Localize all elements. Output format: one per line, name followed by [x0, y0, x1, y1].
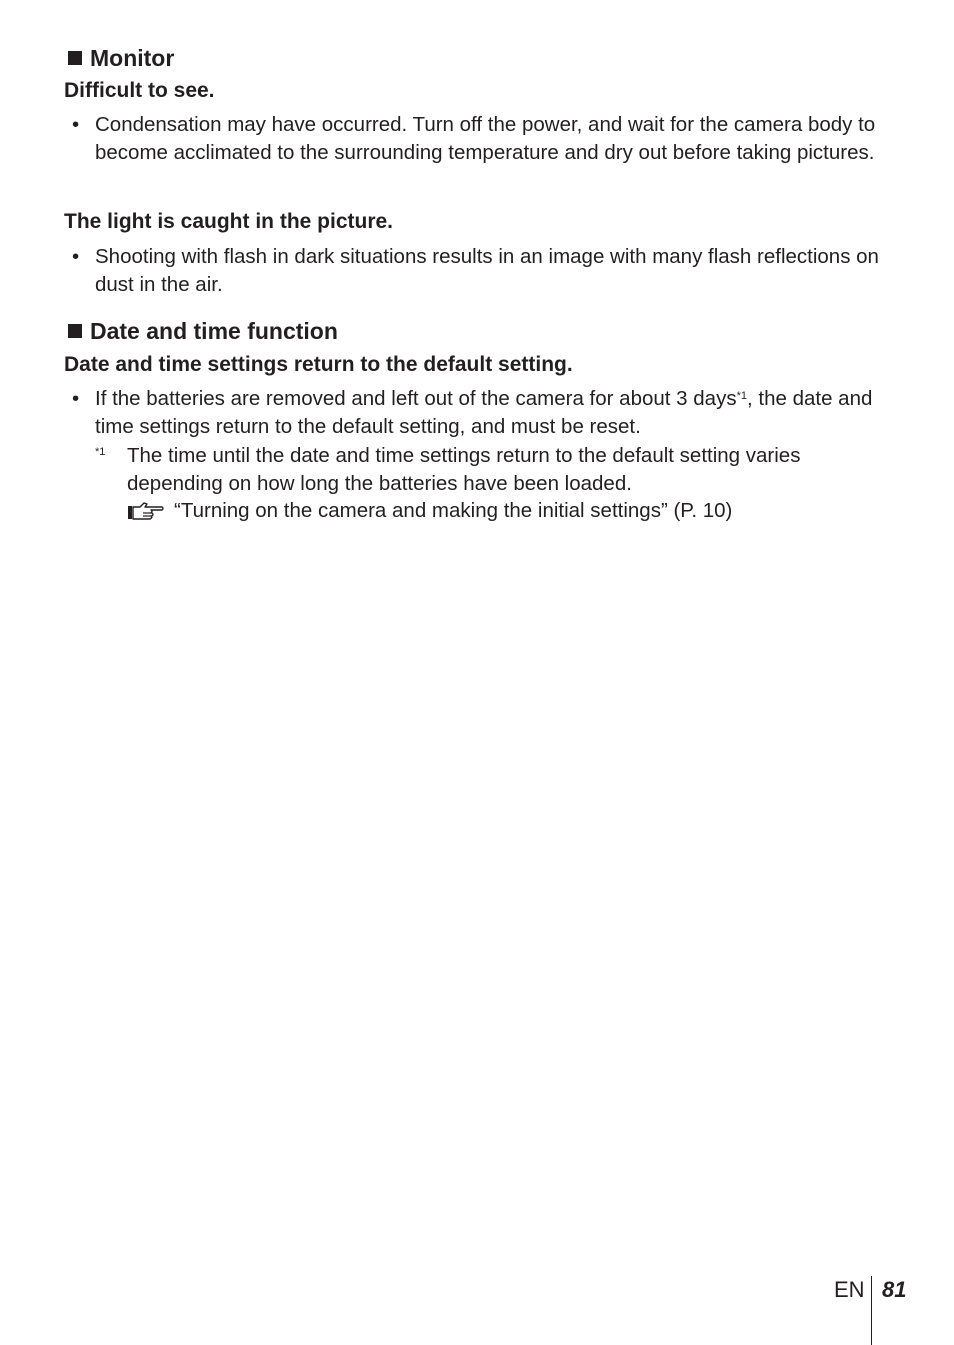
page-number: 81	[882, 1277, 907, 1302]
footer-language: EN	[834, 1277, 865, 1302]
bullet-text-part: If the batteries are removed and left out of the camera for about 3 days	[95, 387, 737, 410]
list-item	[64, 385, 879, 440]
bullet-text	[95, 385, 879, 440]
bullet-text: Condensation may have occurred. Turn off the power, and wait for the camera body to become acclimated to the surrounding temperature and dry out before taking pictures.	[95, 113, 876, 164]
footer-divider	[871, 1276, 872, 1345]
footnote-text: The time until the date and time settings return to the default setting varies depending on how long the batteries have been loaded.	[127, 444, 801, 495]
list-item	[64, 111, 879, 166]
square-bullet-icon	[68, 51, 82, 65]
bullet-dot: •	[72, 113, 80, 136]
footnote-reference: *1	[736, 390, 747, 402]
section-heading-text: Monitor	[90, 45, 175, 71]
section-heading-monitor	[68, 44, 174, 72]
page-reference	[127, 497, 875, 525]
bullet-dot: •	[72, 245, 80, 268]
square-bullet-icon	[68, 324, 82, 338]
page-reference-text: “Turning on the camera and making the initial settings” (P. 10)	[174, 499, 733, 522]
pointing-hand-icon	[127, 501, 165, 521]
section-heading-date-time	[68, 317, 338, 345]
list-item	[64, 243, 879, 298]
bullet-text-part: , the date and time settings return to the default setting, and must be reset.	[95, 387, 873, 438]
bullet-text: Shooting with flash in dark situations results in an image with many flash reflections on dust in the air.	[95, 245, 879, 296]
footnote-text-block	[127, 442, 875, 525]
subheading-light-caught: The light is caught in the picture.	[64, 210, 394, 233]
subheading-difficult-to-see: Difficult to see.	[64, 79, 215, 102]
section-heading-text: Date and time function	[90, 318, 338, 344]
footnote	[95, 442, 875, 525]
footnote-mark: *1	[95, 446, 106, 458]
bullet-dot: •	[72, 387, 80, 410]
subheading-date-time-default: Date and time settings return to the default setting.	[64, 353, 573, 376]
